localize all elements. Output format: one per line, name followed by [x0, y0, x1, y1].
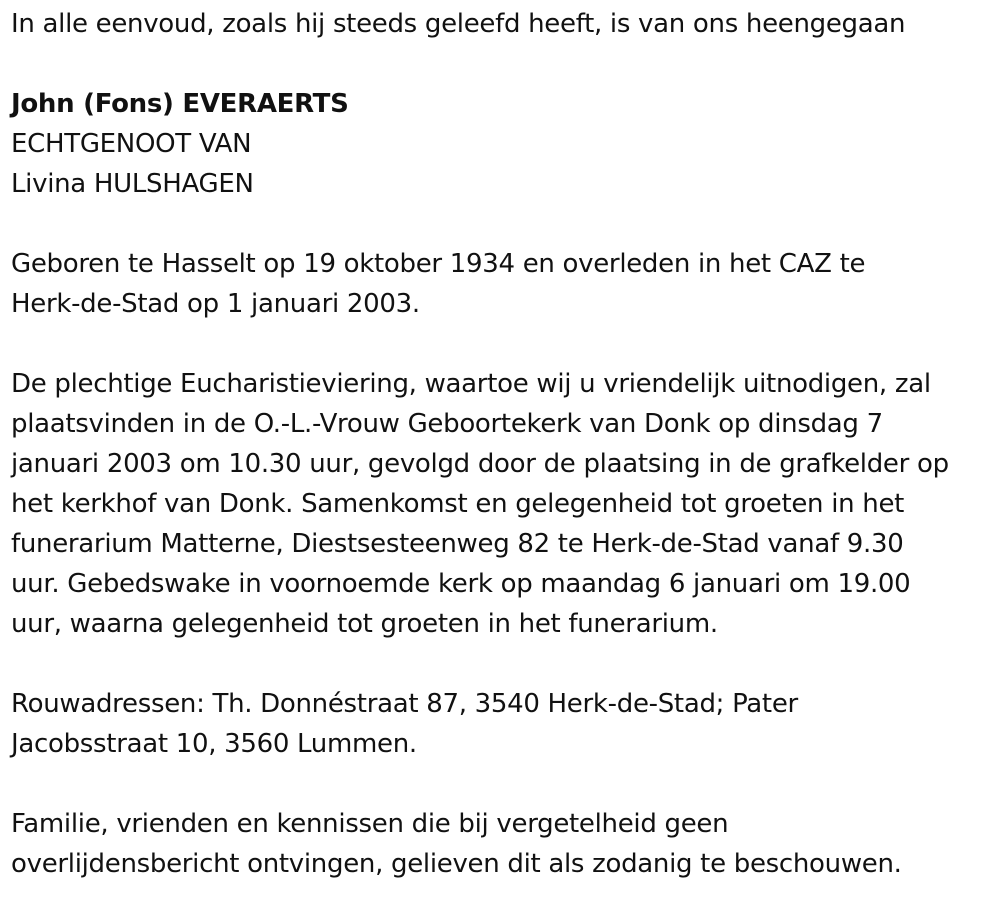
- addresses-paragraph: [11, 684, 996, 764]
- paragraph-line: januari 2003 om 10.30 uur, gevolgd door de plaatsing in de grafkelder op: [11, 449, 949, 479]
- relation-label: ECHTGENOOT VAN: [11, 129, 252, 159]
- paragraph-line: De plechtige Eucharistieviering, waartoe wij u vriendelijk uitnodigen, zal: [11, 369, 931, 399]
- paragraph-line: uur, waarna gelegenheid tot groeten in het funerarium.: [11, 609, 718, 639]
- spacer: [11, 324, 996, 364]
- spacer: [11, 44, 996, 84]
- birth-death-paragraph: [11, 244, 996, 324]
- spacer: [11, 764, 996, 804]
- spouse-name: Livina HULSHAGEN: [11, 169, 254, 199]
- paragraph-line: Jacobsstraat 10, 3560 Lummen.: [11, 729, 417, 759]
- paragraph-line: Familie, vrienden en kennissen die bij vergetelheid geen: [11, 809, 729, 839]
- intro-line: In alle eenvoud, zoals hij steeds geleefd heeft, is van ons heengegaan: [11, 9, 906, 39]
- obituary-document: [11, 4, 996, 884]
- deceased-block: [11, 84, 996, 204]
- deceased-name: John (Fons) EVERAERTS: [11, 89, 349, 119]
- spacer: [11, 204, 996, 244]
- closing-paragraph: [11, 804, 996, 884]
- ceremony-paragraph: [11, 364, 996, 644]
- intro-text: [11, 4, 996, 44]
- paragraph-line: funerarium Matterne, Diestsesteenweg 82 te Herk-de-Stad vanaf 9.30: [11, 529, 904, 559]
- paragraph-line: overlijdensbericht ontvingen, gelieven dit als zodanig te beschouwen.: [11, 849, 902, 879]
- paragraph-line: Herk-de-Stad op 1 januari 2003.: [11, 289, 420, 319]
- paragraph-line: Rouwadressen: Th. Donnéstraat 87, 3540 Herk-de-Stad; Pater: [11, 689, 798, 719]
- paragraph-line: plaatsvinden in de O.-L.-Vrouw Geboortekerk van Donk op dinsdag 7: [11, 409, 883, 439]
- paragraph-line: het kerkhof van Donk. Samenkomst en gelegenheid tot groeten in het: [11, 489, 905, 519]
- spacer: [11, 644, 996, 684]
- paragraph-line: uur. Gebedswake in voornoemde kerk op maandag 6 januari om 19.00: [11, 569, 911, 599]
- paragraph-line: Geboren te Hasselt op 19 oktober 1934 en overleden in het CAZ te: [11, 249, 866, 279]
